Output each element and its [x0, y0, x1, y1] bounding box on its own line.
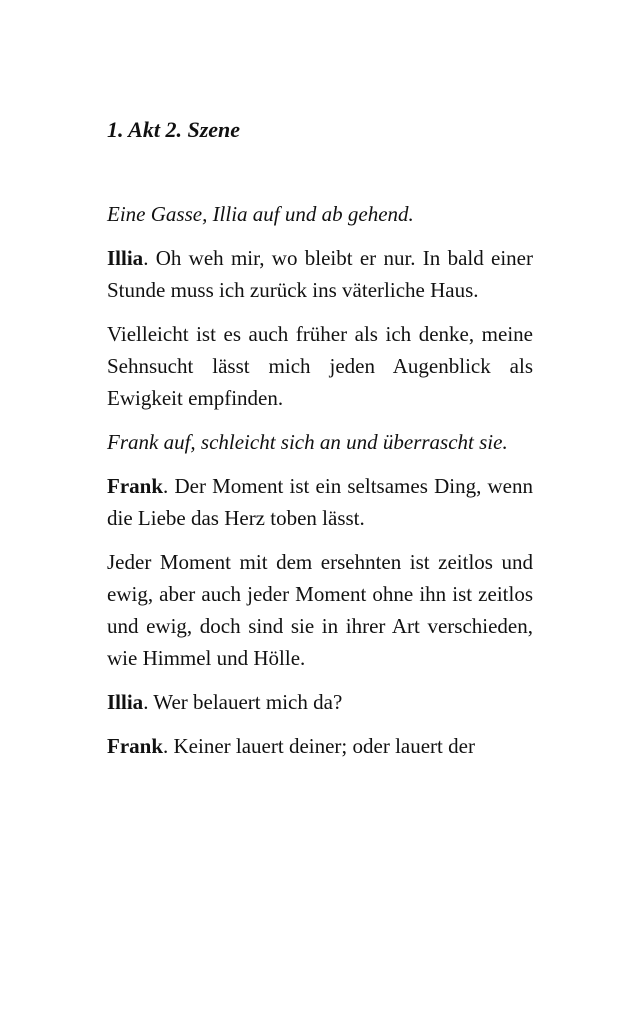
stage-direction: Eine Gasse, Illia auf und ab gehend. [107, 202, 414, 226]
speech-paragraph [107, 686, 533, 718]
speech-text: . Keiner lauert deiner; oder lauert der [163, 734, 475, 758]
stage-direction: Frank auf, schleicht sich an und überrascht sie. [107, 430, 508, 454]
text-paragraph: Jeder Moment mit dem ersehnten ist zeitlos und ewig, aber auch jeder Moment ohne ihn ist zeitlos und ewig, doch sind sie in ihrer Art verschieden, wie Himmel und Hölle. [107, 550, 533, 670]
speaker-name: Frank [107, 474, 164, 498]
speech-paragraph [107, 470, 533, 534]
speaker-name: Illia [107, 246, 144, 270]
scene-title: 1. Akt 2. Szene [107, 117, 241, 142]
speech-paragraph [107, 242, 533, 306]
text-paragraph: Vielleicht ist es auch früher als ich denke, meine Sehnsucht lässt mich jeden Augenblick als Ewigkeit empfinden. [107, 322, 533, 410]
speech-text: . Der Moment ist ein seltsames Ding, wenn die Liebe das Herz toben lässt. [107, 474, 533, 530]
speaker-name: Frank [107, 734, 164, 758]
scene-text [107, 198, 533, 774]
speech-text: . Wer belauert mich da? [143, 690, 343, 714]
speech-text: . Oh weh mir, wo bleibt er nur. In bald einer Stunde muss ich zurück ins väterliche Haus. [107, 246, 533, 302]
speech-paragraph [107, 730, 533, 762]
speaker-name: Illia [107, 690, 144, 714]
